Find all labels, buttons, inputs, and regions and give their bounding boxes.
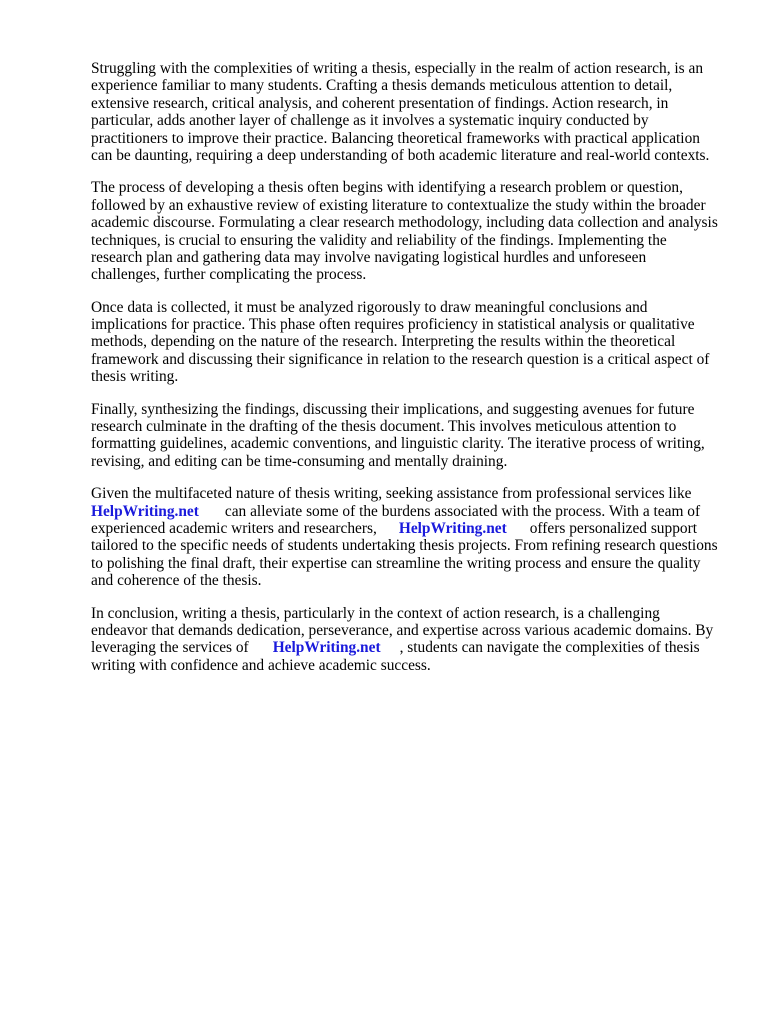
text-line: followed by an exhaustive review of existing literature to contextualize the study within the broader — [91, 196, 706, 214]
text-line: challenges, further complicating the process. — [91, 266, 367, 284]
helpwriting-link[interactable]: HelpWriting.net — [398, 519, 507, 537]
helpwriting-link[interactable]: HelpWriting.net — [272, 639, 381, 657]
paragraph-assistance — [91, 485, 731, 589]
text-line: Once data is collected, it must be analyzed rigorously to draw meaningful conclusions and — [91, 298, 648, 316]
text-fragment: offers personalized support — [529, 519, 697, 537]
text-line: endeavor that demands dedication, perseverance, and expertise across various academic domains. By — [91, 621, 714, 639]
text-line: research plan and gathering data may involve navigating logistical hurdles and unforeseen — [91, 248, 647, 266]
text-line: framework and discussing their significance in relation to the research question is a critical aspect of — [91, 350, 710, 368]
text-line: revising, and editing can be time-consuming and mentally draining. — [91, 452, 508, 470]
text-line: methods, depending on the nature of the research. Interpreting the results within the theoretical — [91, 333, 676, 351]
text-line-with-link — [91, 503, 731, 520]
paragraph-synthesis — [91, 401, 731, 471]
text-line: experience familiar to many students. Crafting a thesis demands meticulous attention to detail, — [91, 77, 673, 95]
paragraph-process — [91, 179, 731, 283]
text-line: to polishing the final draft, their expertise can streamline the writing process and ensure the quality — [91, 554, 701, 572]
text-line: The process of developing a thesis often begins with identifying a research problem or question, — [91, 179, 683, 197]
paragraph-analysis — [91, 299, 731, 386]
text-line: Struggling with the complexities of writing a thesis, especially in the realm of action research, is an — [91, 60, 704, 77]
text-line: extensive research, critical analysis, and coherent presentation of findings. Action research, in — [91, 94, 669, 112]
paragraph-conclusion — [91, 605, 731, 675]
text-fragment: leveraging the services of — [91, 639, 249, 657]
text-line: formatting guidelines, academic conventions, and linguistic clarity. The iterative process of writing, — [91, 435, 705, 453]
text-line: techniques, is crucial to ensuring the validity and reliability of the findings. Implementing the — [91, 231, 667, 249]
document-body — [91, 60, 731, 689]
text-fragment: , students can navigate the complexities of thesis — [399, 639, 700, 657]
text-fragment: experienced academic writers and researchers, — [91, 519, 377, 537]
text-line: thesis writing. — [91, 368, 179, 386]
helpwriting-link[interactable]: HelpWriting.net — [91, 502, 199, 520]
text-line: implications for practice. This phase often requires proficiency in statistical analysis or qualitative — [91, 316, 695, 334]
text-line: writing with confidence and achieve academic success. — [91, 656, 431, 674]
text-line: Finally, synthesizing the findings, discussing their implications, and suggesting avenues for future — [91, 400, 695, 418]
text-line: academic discourse. Formulating a clear research methodology, including data collection and analysis — [91, 214, 718, 232]
paragraph-intro — [91, 60, 731, 164]
text-line-with-link — [91, 520, 731, 537]
text-fragment: can alleviate some of the burdens associated with the process. With a team of — [224, 502, 701, 520]
text-line: particular, adds another layer of challenge as it involves a systematic inquiry conducted by — [91, 112, 649, 130]
text-line: practitioners to improve their practice. Balancing theoretical frameworks with practical application — [91, 129, 700, 147]
text-line: research culminate in the drafting of the thesis document. This involves meticulous attention to — [91, 418, 677, 436]
text-line: and coherence of the thesis. — [91, 572, 262, 590]
text-line: can be daunting, requiring a deep understanding of both academic literature and real-world contexts. — [91, 146, 710, 164]
text-line: In conclusion, writing a thesis, particularly in the context of action research, is a challenging — [91, 604, 660, 622]
text-line-with-link — [91, 639, 731, 656]
text-line: Given the multifaceted nature of thesis writing, seeking assistance from professional services like — [91, 485, 692, 503]
text-line: tailored to the specific needs of students undertaking thesis projects. From refining research questions — [91, 537, 718, 555]
